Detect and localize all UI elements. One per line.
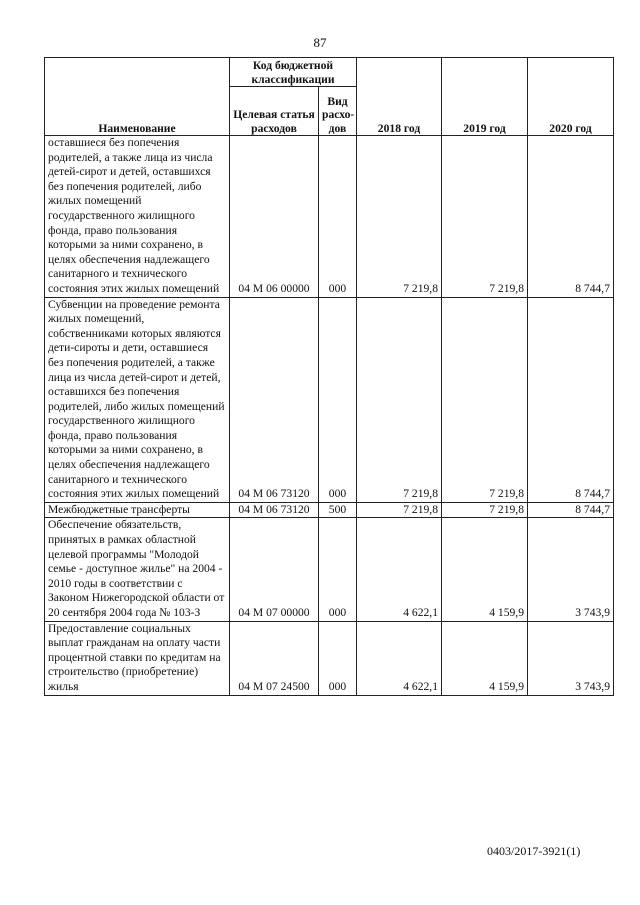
- row-name: Обеспечение обязательств, принятых в рамках областной целевой программы "Молодой семье - доступное жилье" на 2004 - 2010 годы в соответствии с Законом Нижегородской области от 20 сентября 2004 года № 103-З: [45, 518, 230, 621]
- table-row: [45, 502, 614, 518]
- row-value-2020: 3 743,9: [528, 621, 614, 695]
- header-year-2020: 2020 год: [528, 58, 614, 136]
- row-expense-kind: 500: [319, 502, 357, 518]
- row-value-2018: 7 219,8: [357, 297, 442, 502]
- table-row: [45, 297, 614, 502]
- row-value-2018: 7 219,8: [357, 502, 442, 518]
- header-year-2018: 2018 год: [357, 58, 442, 136]
- row-target-code: 04 М 07 00000: [230, 518, 319, 621]
- header-budget-code: Код бюджетной классификации: [230, 58, 357, 87]
- row-value-2020: 8 744,7: [528, 297, 614, 502]
- row-target-code: 04 М 07 24500: [230, 621, 319, 695]
- table-row: [45, 518, 614, 621]
- header-year-2019: 2019 год: [442, 58, 528, 136]
- page-number: 87: [313, 35, 327, 50]
- row-value-2019: 4 159,9: [442, 518, 528, 621]
- document-code: 0403/2017-3921(1): [487, 844, 581, 858]
- row-value-2020: 3 743,9: [528, 518, 614, 621]
- row-name: Субвенции на проведение ремонта жилых помещений, собственниками которых являются дети-сироты и дети, оставшиеся без попечения родителей, а также лица из числа детей-сирот и детей, оставшихся без попечения родителей, либо жилых помещений государственного жилищного фонда, право пользования которыми за ними сохранено, в целях обеспечения надлежащего санитарного и технического состояния этих жилых помещений: [45, 297, 230, 502]
- row-expense-kind: 000: [319, 297, 357, 502]
- row-name: оставшиеся без попечения родителей, а также лица из числа детей-сирот и детей, оставшихся без попечения родителей, либо жилых помещений государственного жилищного фонда, право пользования которыми за ними сохранено, в целях обеспечения надлежащего санитарного и технического состояния этих жилых помещений: [45, 136, 230, 298]
- budget-table: [44, 57, 614, 696]
- row-value-2019: 4 159,9: [442, 621, 528, 695]
- row-expense-kind: 000: [319, 621, 357, 695]
- row-value-2019: 7 219,8: [442, 136, 528, 298]
- table-row: [45, 621, 614, 695]
- header-expense-kind: Вид расхо-дов: [319, 87, 357, 136]
- row-value-2020: 8 744,7: [528, 502, 614, 518]
- row-value-2018: 7 219,8: [357, 136, 442, 298]
- row-name: Предоставление социальных выплат гражданам на оплату части процентной ставки по кредитам на строительство (приобретение) жилья: [45, 621, 230, 695]
- row-value-2018: 4 622,1: [357, 518, 442, 621]
- row-name: Межбюджетные трансферты: [45, 502, 230, 518]
- row-target-code: 04 М 06 73120: [230, 502, 319, 518]
- row-target-code: 04 М 06 00000: [230, 136, 319, 298]
- row-value-2019: 7 219,8: [442, 502, 528, 518]
- header-target-item: Целевая статья расходов: [230, 87, 319, 136]
- row-value-2020: 8 744,7: [528, 136, 614, 298]
- row-expense-kind: 000: [319, 136, 357, 298]
- row-expense-kind: 000: [319, 518, 357, 621]
- row-value-2019: 7 219,8: [442, 297, 528, 502]
- table-row: [45, 136, 614, 298]
- header-name: Наименование: [45, 58, 230, 136]
- row-value-2018: 4 622,1: [357, 621, 442, 695]
- row-target-code: 04 М 06 73120: [230, 297, 319, 502]
